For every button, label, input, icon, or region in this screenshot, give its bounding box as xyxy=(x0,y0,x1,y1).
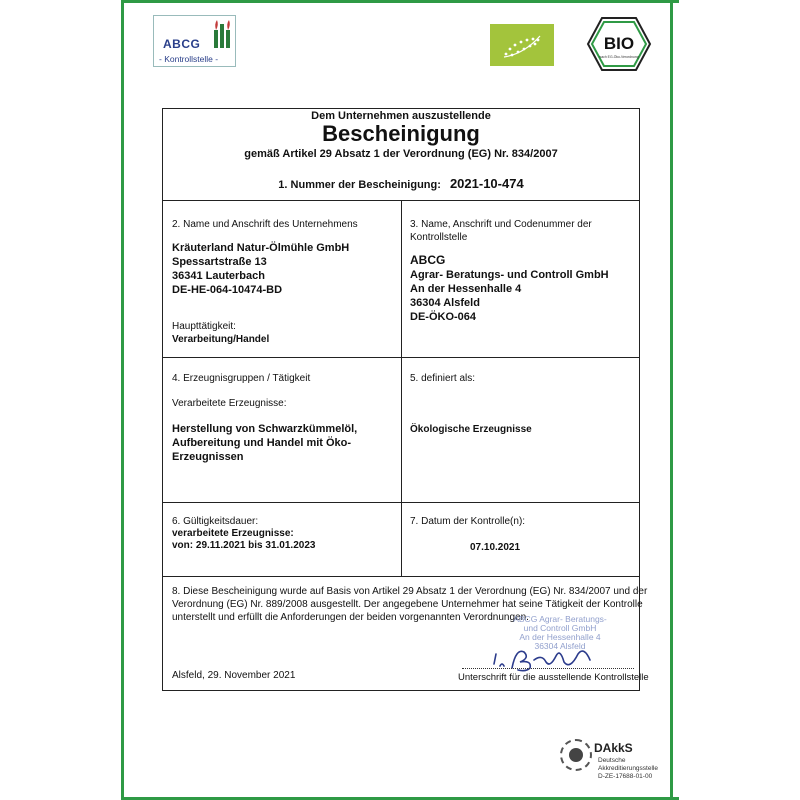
stamp-line1: ABCG Agrar- Beratungs- xyxy=(513,614,607,624)
dakks-name: DAkkS xyxy=(594,741,633,755)
section5-label: 5. definiert als: xyxy=(410,373,476,384)
dakks-line1: Deutsche xyxy=(598,757,626,764)
dakks-line3: D-ZE-17688-01-00 xyxy=(598,773,653,780)
bio-seal-icon xyxy=(586,16,652,72)
control-date: 07.10.2021 xyxy=(470,542,521,553)
abcg-logo-name: ABCG xyxy=(163,37,201,51)
dakks-line2: Akkreditierungsstelle xyxy=(598,765,658,772)
header-line1: Dem Unternehmen auszustellende xyxy=(311,110,491,122)
dakks-accreditation-mark xyxy=(560,737,670,793)
product-line1: Herstellung von Schwarzkümmelöl, xyxy=(172,423,358,435)
validity-range: von: 29.11.2021 bis 31.01.2023 xyxy=(172,540,316,551)
certificate-number-label: 1. Nummer der Bescheinigung: xyxy=(278,179,441,191)
activity-value: Verarbeitung/Handel xyxy=(172,334,270,345)
certificate-title: Bescheinigung xyxy=(322,121,480,146)
issue-place-date: Alsfeld, 29. November 2021 xyxy=(172,670,296,681)
section5-value: Ökologische Erzeugnisse xyxy=(410,424,532,435)
plant-icon xyxy=(212,20,232,50)
abcg-logo xyxy=(153,15,236,67)
control-body-code: DE-ÖKO-064 xyxy=(410,311,477,323)
section6-label: 6. Gültigkeitsdauer: xyxy=(172,516,259,527)
control-body-city: 36304 Alsfeld xyxy=(410,297,480,309)
section6-sub: verarbeitete Erzeugnisse: xyxy=(172,528,294,539)
section2-label: 2. Name und Anschrift des Unternehmens xyxy=(172,219,358,230)
section8-line2: Verordnung (EG) Nr. 889/2008 ausgestellt. Der angegebene Unternehmer hat seine Tätigkeit der Kontrolle xyxy=(172,599,643,610)
stamp-line4: 36304 Alsfeld xyxy=(534,641,586,651)
product-line3: Erzeugnissen xyxy=(172,451,244,463)
section7-label: 7. Datum der Kontrolle(n): xyxy=(410,516,526,527)
divider xyxy=(162,576,640,577)
certificate-number-row xyxy=(162,176,640,191)
dakks-icon xyxy=(560,739,592,771)
section4-label: 4. Erzeugnisgruppen / Tätigkeit xyxy=(172,373,311,384)
stamp-line2: und Controll GmbH xyxy=(523,623,597,633)
control-body-short: ABCG xyxy=(410,253,446,267)
header-regulation: gemäß Artikel 29 Absatz 1 der Verordnung (EG) Nr. 834/2007 xyxy=(244,148,558,160)
eu-organic-leaf-icon xyxy=(490,24,554,66)
section3-label-line2: Kontrollstelle xyxy=(410,232,468,243)
frame-top-border xyxy=(121,0,679,3)
company-city: 36341 Lauterbach xyxy=(172,270,265,282)
section3-label-line1: 3. Name, Anschrift und Codenummer der xyxy=(410,219,592,230)
column-divider xyxy=(401,200,402,576)
section4-sub: Verarbeitete Erzeugnisse: xyxy=(172,398,287,409)
bio-seal-label: BIO xyxy=(603,34,635,53)
company-code: DE-HE-064-10474-BD xyxy=(172,284,283,296)
control-body-street: An der Hessenhalle 4 xyxy=(410,283,522,295)
activity-label: Haupttätigkeit: xyxy=(172,321,236,332)
company-name: Kräuterland Natur-Ölmühle GmbH xyxy=(172,242,350,254)
stamp-line3: An der Hessenhalle 4 xyxy=(519,632,601,642)
company-street: Spessartstraße 13 xyxy=(172,256,267,268)
section8-line1: 8. Diese Bescheinigung wurde auf Basis von Artikel 29 Absatz 1 der Verordnung (EG) Nr. 834/2007 und der xyxy=(172,586,648,597)
control-body-name: Agrar- Beratungs- und Controll GmbH xyxy=(410,269,609,281)
section8-line3: unterstellt und erfüllt die Anforderungen der beiden vorgenannten Verordnungen. xyxy=(172,612,529,623)
abcg-logo-subtitle: - Kontrollstelle - xyxy=(159,54,219,64)
product-line2: Aufbereitung und Handel mit Öko- xyxy=(172,437,352,449)
signature-line xyxy=(462,668,634,669)
signature-label: Unterschrift für die ausstellende Kontrollstelle xyxy=(458,672,649,683)
certificate-number-value: 2021-10-474 xyxy=(449,176,524,191)
bio-seal-sub: nach EG-Öko-Verordnung xyxy=(599,55,639,59)
